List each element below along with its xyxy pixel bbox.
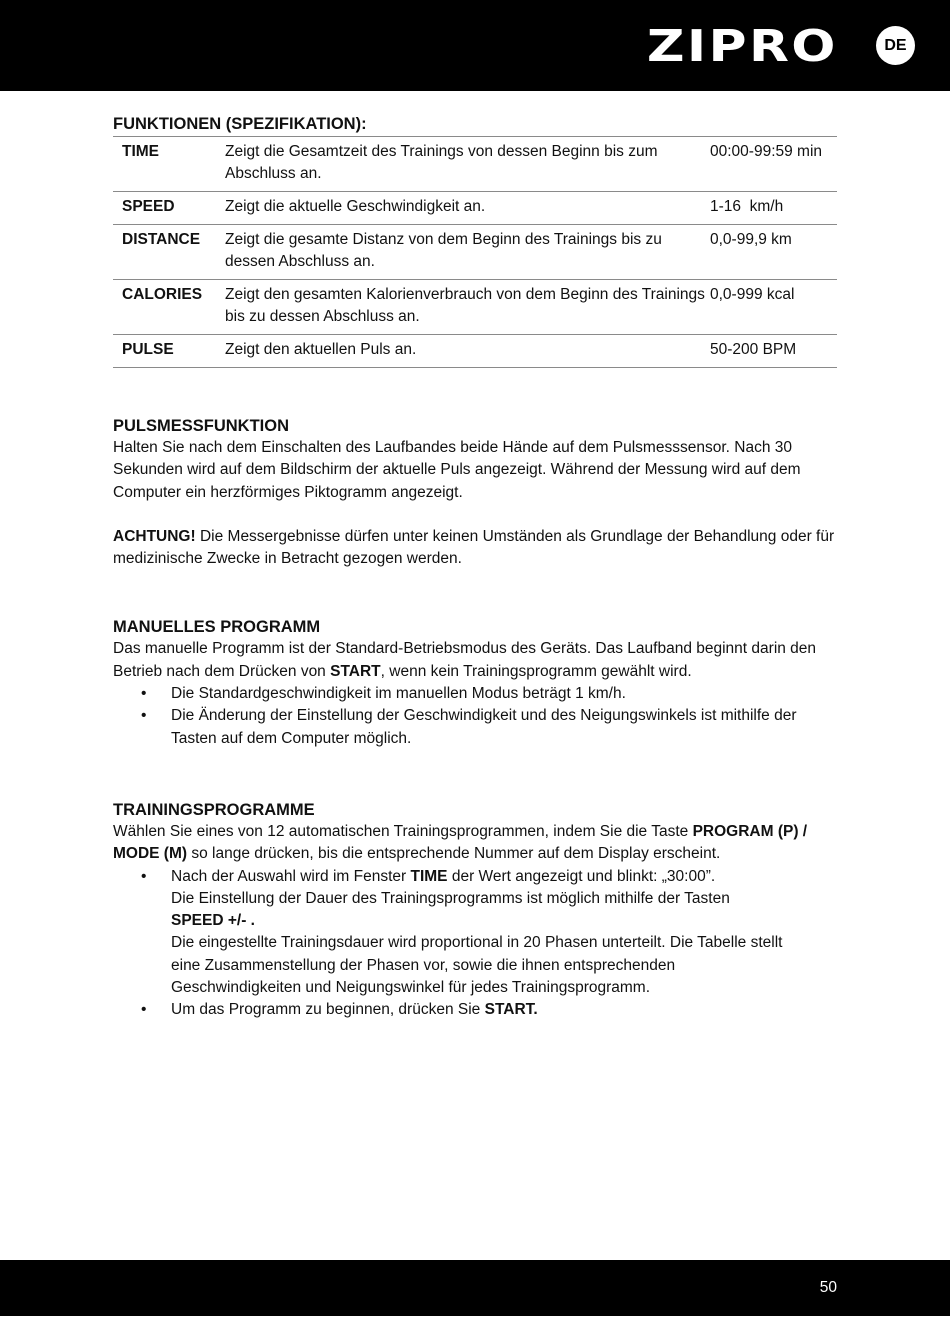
bullet-icon: • — [141, 707, 147, 725]
page-footer — [0, 1260, 950, 1316]
speed-keyword: SPEED +/- . — [171, 912, 255, 930]
table-row — [113, 192, 837, 225]
bullet-icon: • — [141, 685, 147, 703]
pulse-text: Halten Sie nach dem Einschalten des Laufbandes beide Hände auf dem Pulsmesssensor. Nach 30 Sekunden wird auf dem Bildschirm der aktuelle Puls angezeigt. Während der Messung wird auf dem Computer ein herzförmiges Piktogramm angezeigt. — [113, 439, 801, 501]
bullet-icon: • — [141, 1001, 147, 1019]
list-item-text: Um das Programm zu beginnen, drücken Sie — [171, 1001, 485, 1019]
page-number: 50 — [819, 1279, 837, 1296]
spec-name: PULSE — [122, 341, 174, 358]
brand-logo: ZIPRO — [647, 21, 838, 72]
list-item-line — [171, 866, 837, 888]
table-row — [113, 335, 837, 368]
spec-range: 50-200 BPM — [710, 341, 797, 358]
start-keyword: START. — [484, 1001, 538, 1019]
training-intro-text: Wählen Sie eines von 12 automatischen Trainingsprogrammen, indem Sie die Taste — [113, 822, 693, 840]
list-item — [113, 866, 837, 1000]
warning-text: Die Messergebnisse dürfen unter keinen Umständen als Grundlage der Behandlung oder für medizinische Zwecke in Betracht gezogen werden. — [113, 527, 835, 568]
training-title: TRAININGSPROGRAMME — [113, 800, 315, 819]
manual-intro-text-end: , wenn kein Trainingsprogramm gewählt wird. — [380, 662, 692, 680]
spec-range: 0,0-99,9 km — [710, 231, 792, 248]
spec-table — [113, 136, 837, 368]
training-intro — [113, 821, 837, 866]
warning-label: ACHTUNG! — [113, 527, 196, 545]
page-header — [0, 0, 950, 91]
spec-name: SPEED — [122, 198, 175, 215]
spec-range: 1-16 km/h — [710, 198, 784, 215]
bullet-icon: • — [141, 867, 147, 885]
spec-name: TIME — [122, 143, 160, 160]
spec-range: 00:00-99:59 min — [710, 143, 823, 160]
spec-range: 0,0-999 kcal — [710, 286, 795, 303]
time-keyword: TIME — [410, 867, 448, 885]
table-row — [113, 280, 837, 335]
manual-bullet-list — [113, 683, 837, 750]
list-item-text: Nach der Auswahl wird im Fenster — [171, 867, 411, 885]
spec-desc: Zeigt die gesamte Distanz von dem Beginn des Trainings bis zu dessen Abschluss an. — [225, 231, 662, 270]
warning-paragraph — [113, 526, 837, 571]
list-item-line: Die eingestellte Trainingsdauer wird proportional in 20 Phasen unterteilt. Die Tabelle stellt eine Zusammenstellung der Phasen vor, sowie die ihnen entsprechenden Geschwindigkeiten und Neigungswinkel für jedes Trainingsprogramm. — [171, 934, 783, 997]
language-badge: DE — [876, 26, 915, 65]
table-row — [113, 137, 837, 192]
program-mode-keyword: PROGRAM (P) / MODE (M) — [113, 822, 808, 863]
table-row — [113, 225, 837, 280]
manual-intro — [113, 638, 837, 683]
start-keyword: START — [330, 662, 381, 680]
spec-desc: Zeigt die aktuelle Geschwindigkeit an. — [225, 198, 486, 215]
list-item — [113, 683, 837, 705]
spec-desc: Zeigt den aktuellen Puls an. — [225, 341, 417, 358]
list-item — [113, 705, 837, 750]
spec-name: CALORIES — [122, 286, 203, 303]
training-intro-text-end: so lange drücken, bis die entsprechende Nummer auf dem Display erscheint. — [187, 845, 721, 863]
list-item-text: der Wert angezeigt und blinkt: „30:00”. — [447, 867, 716, 885]
page-content — [113, 113, 837, 1022]
list-item — [113, 999, 837, 1021]
spec-desc: Zeigt den gesamten Kalorienverbrauch von dem Beginn des Trainings bis zu dessen Abschluss an. — [225, 286, 705, 325]
spec-desc: Zeigt die Gesamtzeit des Trainings von dessen Beginn bis zum Abschluss an. — [225, 143, 658, 182]
list-item-line: Die Einstellung der Dauer des Trainingsprogramms ist möglich mithilfe der Tasten — [171, 889, 730, 907]
training-bullet-list — [113, 866, 837, 1022]
spec-title: FUNKTIONEN (SPEZIFIKATION): — [113, 115, 367, 133]
pulse-title: PULSMESSFUNKTION — [113, 417, 290, 435]
list-item-text: Die Änderung der Einstellung der Geschwindigkeit und des Neigungswinkels ist mithilfe der Tasten auf dem Computer möglich. — [171, 707, 797, 747]
list-item-text: Die Standardgeschwindigkeit im manuellen Modus beträgt 1 km/h. — [171, 685, 626, 703]
spec-name: DISTANCE — [122, 231, 201, 248]
manual-intro-text: Das manuelle Programm ist der Standard-Betriebsmodus des Geräts. Das Laufband beginnt darin den Betrieb nach dem Drücken von — [113, 640, 817, 680]
manual-title: MANUELLES PROGRAMM — [113, 618, 321, 637]
